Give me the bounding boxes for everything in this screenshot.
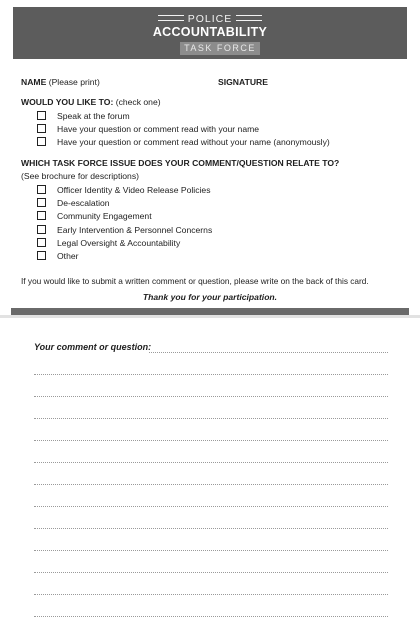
banner-rule-left [158, 15, 184, 21]
q1-option-speak: Speak at the forum [57, 111, 130, 121]
writing-line [34, 506, 388, 507]
writing-line [34, 528, 388, 529]
header-banner [13, 7, 407, 59]
writing-line [149, 352, 388, 353]
q2-subhint: (See brochure for descriptions) [21, 171, 139, 181]
q2-option-officer-identity: Officer Identity & Video Release Policies [57, 185, 211, 195]
name-hint: (Please print) [48, 77, 100, 87]
writing-line [34, 594, 388, 595]
writing-line [34, 462, 388, 463]
q1-option-with-name: Have your question or comment read with your name [57, 124, 260, 134]
q2-option-community: Community Engagement [57, 211, 152, 221]
writing-line [34, 616, 388, 617]
banner-rule-right [236, 15, 262, 21]
q1-checkbox-anonymous[interactable] [37, 137, 46, 146]
q2-option-de-escalation: De-escalation [57, 198, 110, 208]
q2-checkbox-community[interactable] [37, 211, 46, 220]
q2-heading: WHICH TASK FORCE ISSUE DOES YOUR COMMENT/QUESTION RELATE TO? [21, 158, 340, 168]
q1-option-anonymous: Have your question or comment read without your name (anonymously) [57, 137, 330, 147]
banner-title-1: POLICE [187, 13, 233, 25]
q1-checkbox-with-name[interactable] [37, 124, 46, 133]
thanks-text: Thank you for your participation. [142, 292, 278, 302]
writing-line [34, 418, 388, 419]
writing-line [34, 374, 388, 375]
writing-line [34, 440, 388, 441]
q2-option-other: Other [57, 251, 79, 261]
q2-checkbox-officer-identity[interactable] [37, 185, 46, 194]
card-edge [0, 315, 420, 318]
banner-line-1 [13, 13, 407, 25]
q1-hint: (check one) [115, 97, 161, 107]
signature-label: SIGNATURE [218, 77, 268, 87]
q2-option-legal-oversight: Legal Oversight & Accountability [57, 238, 181, 248]
q2-checkbox-other[interactable] [37, 251, 46, 260]
q1-checkbox-speak[interactable] [37, 111, 46, 120]
q1-heading-row [21, 97, 161, 107]
banner-title-2: ACCOUNTABILITY [152, 25, 268, 39]
banner-title-3: TASK FORCE [180, 42, 260, 55]
writing-line [34, 572, 388, 573]
q2-checkbox-early-intervention[interactable] [37, 225, 46, 234]
writing-line [34, 396, 388, 397]
q1-heading: WOULD YOU LIKE TO: [21, 97, 114, 107]
card-divider [11, 308, 409, 315]
q2-option-early-intervention: Early Intervention & Personnel Concerns [57, 225, 213, 235]
q2-checkbox-legal-oversight[interactable] [37, 238, 46, 247]
q2-checkbox-de-escalation[interactable] [37, 198, 46, 207]
name-row [21, 77, 100, 87]
name-label: NAME [21, 77, 47, 87]
writing-line [34, 484, 388, 485]
instruction-text: If you would like to submit a written comment or question, please write on the back of this card. [21, 276, 369, 286]
comment-label: Your comment or question: [34, 342, 152, 352]
writing-line [34, 550, 388, 551]
